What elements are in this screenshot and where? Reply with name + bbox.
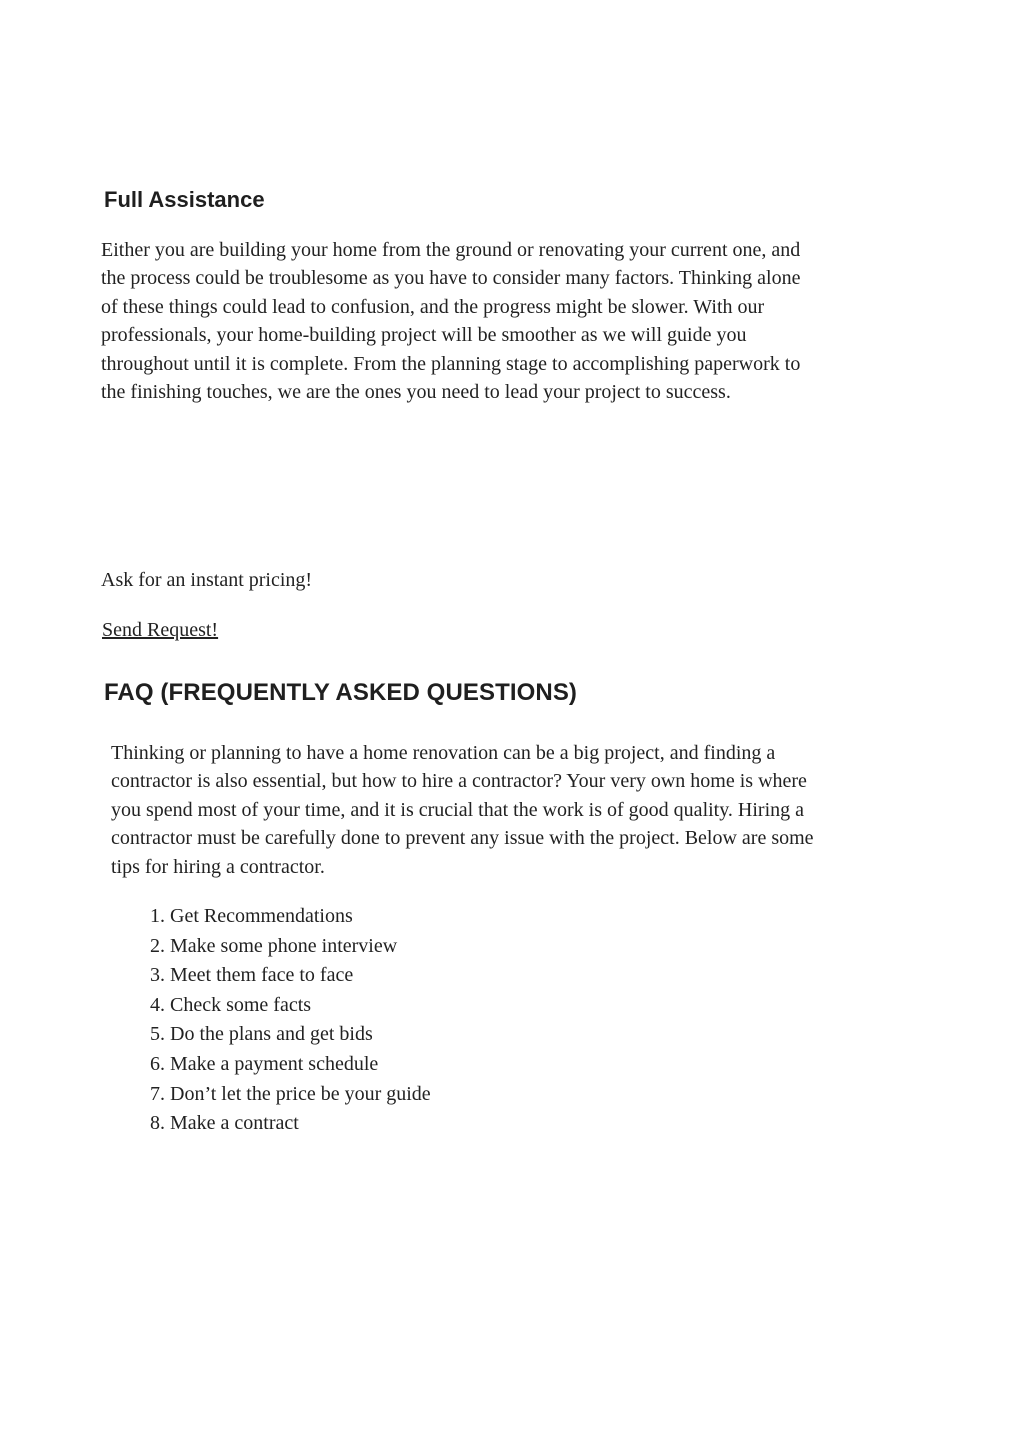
paragraph-line: Thinking or planning to have a home renovation can be a big project, and finding a bbox=[111, 742, 776, 764]
list-item bbox=[135, 1050, 431, 1080]
paragraph-line: professionals, your home-building project will be smoother as we will guide you bbox=[101, 324, 747, 347]
list-item bbox=[135, 991, 431, 1021]
contractor-tips-list bbox=[135, 902, 431, 1139]
paragraph-line: of these things could lead to confusion, and the progress might be slower. With our bbox=[101, 295, 765, 318]
list-item-number: 1. bbox=[150, 905, 165, 927]
paragraph-line: Either you are building your home from the ground or renovating your current one, and bbox=[101, 239, 801, 261]
list-item-text: Get Recommendations bbox=[170, 905, 353, 927]
list-item-number: 3. bbox=[150, 964, 165, 987]
list-item bbox=[135, 1109, 431, 1139]
list-item-text: Make a contract bbox=[170, 1112, 299, 1135]
list-item-text: Meet them face to face bbox=[170, 964, 354, 987]
full-assistance-heading: Full Assistance bbox=[104, 187, 265, 212]
list-item bbox=[135, 1080, 431, 1110]
list-item-text: Make a payment schedule bbox=[170, 1052, 379, 1075]
paragraph-line: the process could be troublesome as you have to consider many factors. Thinking alone bbox=[101, 267, 801, 290]
paragraph-line: contractor is also essential, but how to hire a contractor? Your very own home is where bbox=[111, 770, 807, 793]
pricing-prompt: Ask for an instant pricing! bbox=[101, 569, 313, 591]
paragraph-line: contractor must be carefully done to prevent any issue with the project. Below are some bbox=[111, 827, 814, 850]
list-item-text: Make some phone interview bbox=[170, 934, 398, 957]
list-item bbox=[135, 902, 431, 932]
list-item-text: Check some facts bbox=[170, 993, 312, 1016]
faq-heading: FAQ (FREQUENTLY ASKED QUESTIONS) bbox=[104, 679, 578, 706]
list-item-number: 8. bbox=[150, 1112, 165, 1135]
paragraph-line: tips for hiring a contractor. bbox=[111, 855, 325, 878]
list-item bbox=[135, 932, 431, 962]
faq-intro-paragraph bbox=[111, 739, 921, 881]
paragraph-line: the finishing touches, we are the ones you need to lead your project to success. bbox=[101, 381, 731, 404]
list-item-number: 5. bbox=[150, 1023, 165, 1046]
send-request-link[interactable]: Send Request! bbox=[102, 619, 219, 641]
list-item bbox=[135, 961, 431, 991]
list-item-text: Don’t let the price be your guide bbox=[170, 1082, 431, 1105]
paragraph-line: you spend most of your time, and it is crucial that the work is of good quality. Hiring a bbox=[111, 798, 805, 821]
full-assistance-paragraph bbox=[101, 236, 921, 406]
paragraph-line: throughout until it is complete. From the planning stage to accomplishing paperwork to bbox=[101, 352, 801, 375]
list-item-number: 7. bbox=[150, 1082, 165, 1105]
list-item-number: 4. bbox=[150, 993, 165, 1016]
list-item-number: 2. bbox=[150, 934, 165, 957]
list-item-number: 6. bbox=[150, 1052, 165, 1075]
list-item-text: Do the plans and get bids bbox=[170, 1023, 373, 1046]
list-item bbox=[135, 1020, 431, 1050]
